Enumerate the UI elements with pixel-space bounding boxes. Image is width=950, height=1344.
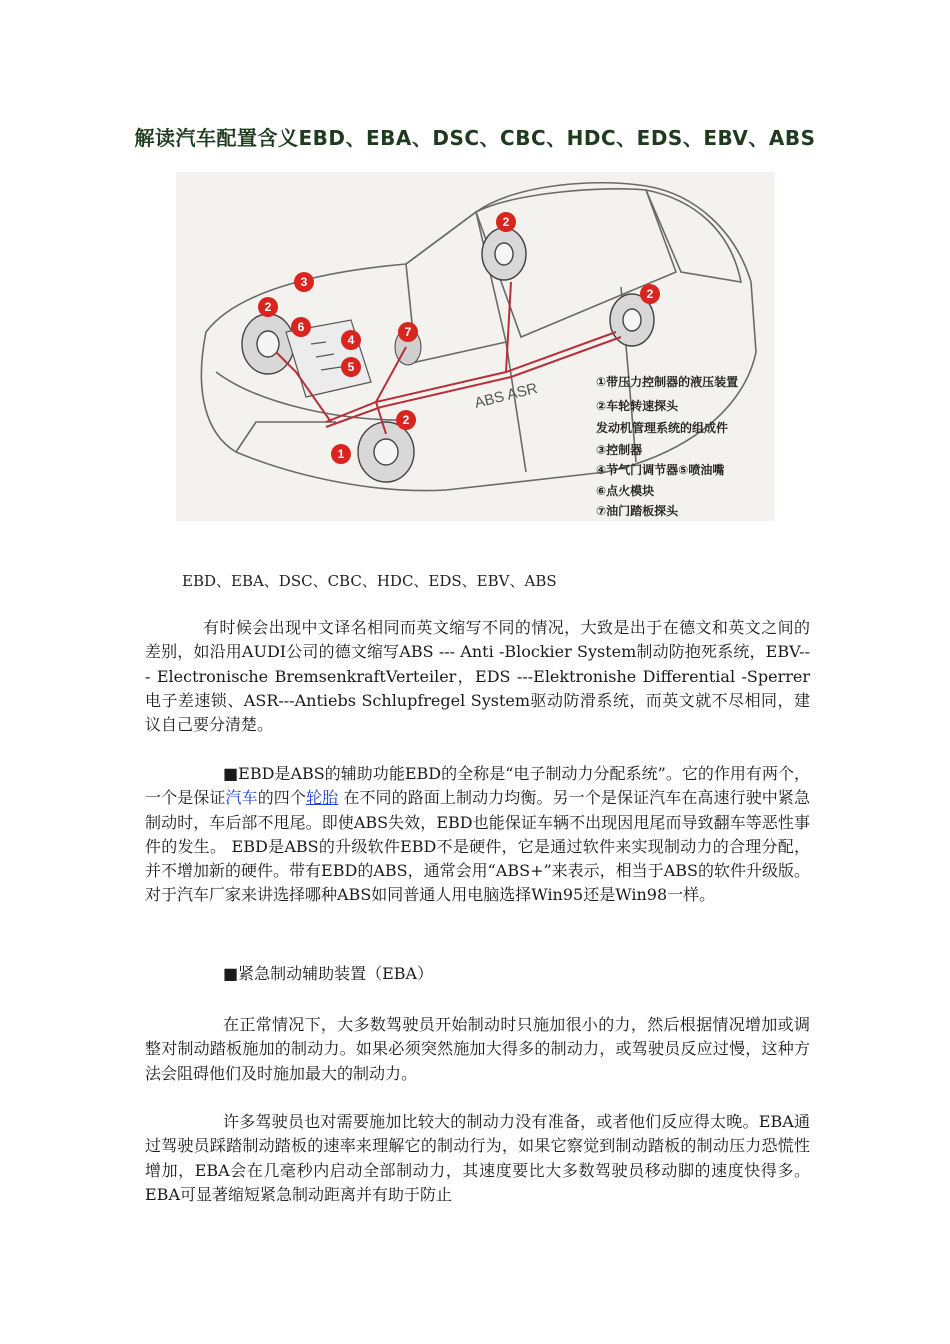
svg-text:3: 3	[300, 275, 308, 289]
link-tire[interactable]: 轮胎	[305, 788, 339, 808]
ebd-text-a: ■EBD是ABS的辅助功能EBD的全称是“电子制动力分配系统”。它的作用有两个，一个是保证	[145, 764, 810, 808]
abs-asr-text: ABS ASR	[472, 379, 540, 412]
svg-text:2: 2	[502, 215, 510, 229]
paragraph-eba-drivers: 许多驾驶员也对需要施加比较大的制动力没有准备，或者他们反应得太晚。EBA通过驾驶员踩踏制动踏板的速率来理解它的制动行为，如果它察觉到制动踏板的制动压力恐慌性增加，EBA会在几毫秒内启动全部制动力，其速度要比大多数驾驶员移动脚的速度快得多。EBA可显著缩短紧急制动距离并有助于防止	[145, 1112, 810, 1204]
car-abs-diagram	[176, 172, 775, 521]
paragraph-eba-normal: 在正常情况下，大多数驾驶员开始制动时只施加很小的力，然后根据情况增加或调整对制动踏板施加的制动力。如果必须突然施加大得多的制动力，或驾驶员反应过慢，这种方法会阻碍他们及时施加最大的制动力。	[145, 1015, 810, 1083]
legend-item-3: 发动机管理系统的组成件	[596, 421, 729, 435]
marker-1	[331, 444, 351, 464]
svg-text:5: 5	[347, 360, 355, 374]
link-car[interactable]: 汽车	[225, 788, 258, 808]
svg-text:4: 4	[347, 333, 355, 347]
legend-item-6: ⑥点火模块	[596, 484, 655, 498]
marker-7	[398, 322, 418, 342]
heading-eba: ■紧急制动辅助装置（EBA）	[223, 964, 434, 983]
legend-item-2: ②车轮转速探头	[596, 399, 679, 413]
ebd-text-c: 在不同的路面上制动力均衡。另一个是保证汽车在高速行驶中紧急制动时，车后部不甩尾。即使ABS失效，EBD也能保证车辆不出现因甩尾而导致翻车等恶性事件的发生。 EBD是ABS的升级软件EBD不是硬件，它是通过软件来实现制动力的合理分配，并不增加新的硬件。带有EBD的ABS，通常会用“ABS+”来表示，相当于ABS的软件升级版。对于汽车厂家来讲选择哪种ABS如同普通人用电脑选择Win95还是Win98一样。	[145, 788, 810, 905]
marker-3	[294, 272, 314, 292]
legend-item-7: ⑦油门踏板探头	[596, 504, 679, 518]
marker-6	[291, 317, 311, 337]
ebd-text-b: 的四个	[257, 788, 306, 808]
svg-text:2: 2	[402, 413, 410, 427]
figure-legend	[595, 374, 738, 518]
marker-2-rear-right	[640, 284, 660, 304]
marker-4	[341, 330, 361, 350]
legend-item-4: ③控制器	[596, 443, 643, 457]
marker-2-rear-left	[496, 212, 516, 232]
marker-2-front-left	[258, 297, 278, 317]
paragraph-abbreviations: 有时候会出现中文译名相同而英文缩写不同的情况，大致是出于在德文和英文之间的差别，如沿用AUDI公司的德文缩写ABS --- Anti -Blockier System制动防抱死系统，EBV--- Electronische BremsenkraftVerteiler，EDS ---Elektronishe Differential -Sperrer电子差速锁、ASR---Antiebs Schlupfregel System驱动防滑系统，而英文就不尽相同，建议自己要分清楚。	[145, 618, 810, 735]
svg-text:6: 6	[297, 320, 305, 334]
legend-item-5: ④节气门调节器⑤喷油嘴	[596, 463, 725, 477]
svg-text:1: 1	[337, 447, 345, 461]
svg-text:2: 2	[646, 287, 654, 301]
svg-text:2: 2	[264, 300, 272, 314]
legend-item-1: ①带压力控制器的液压装置	[596, 375, 739, 389]
svg-text:7: 7	[404, 325, 412, 339]
page-title: 解读汽车配置含义EBD、EBA、DSC、CBC、HDC、EDS、EBV、ABS	[134, 126, 816, 150]
marker-5	[341, 357, 361, 377]
marker-2-front-right	[396, 410, 416, 430]
paragraph-ebd	[145, 762, 810, 908]
figure-caption: EBD、EBA、DSC、CBC、HDC、EDS、EBV、ABS	[182, 572, 557, 590]
